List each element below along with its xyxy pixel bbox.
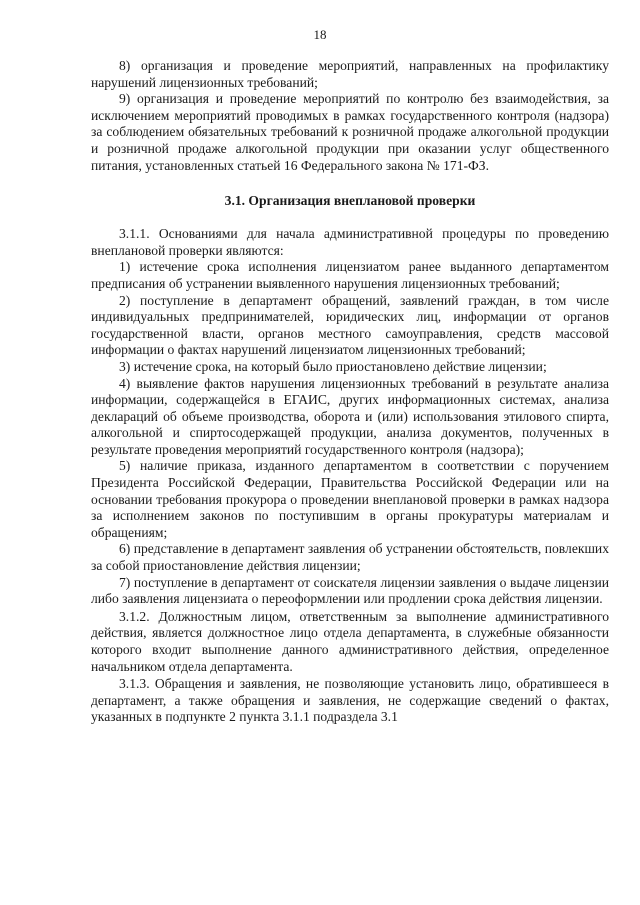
page-number: 18: [313, 27, 327, 42]
paragraph-ground-5: 5) наличие приказа, изданного департаментом в соответствии с поручением Президента Российской Федерации, Правительства Российской Федерации или на основании требования прокурора о проведении внеплановой проверки в рамках надзора за исполнением законов по поступившим в органы прокуратуры материалам и обращениям;: [91, 458, 609, 540]
paragraph-3-1-3: 3.1.3. Обращения и заявления, не позволяющие установить лицо, обратившееся в департамент, а также обращения и заявления, не содержащие сведений о фактах, указанных в подпункте 2 пункта 3.1.1 подраздела 3.1: [91, 676, 609, 725]
paragraph-item-8: 8) организация и проведение мероприятий, направленных на профилактику нарушений лицензионных требований;: [91, 58, 609, 90]
paragraph-3-1-2: 3.1.2. Должностным лицом, ответственным за выполнение административного действия, является должностное лицо отдела департамента, в служебные обязанности которого входит выполнение данного административного действия, определенное начальником отдела департамента.: [91, 608, 609, 674]
paragraph-ground-6: 6) представление в департамент заявления об устранении обстоятельств, повлекших за собой приостановление действия лицензии;: [91, 541, 609, 574]
paragraph-ground-1: 1) истечение срока исполнения лицензиатом ранее выданного департаментом предписания об устранении выявленного нарушения лицензионных требований;: [91, 259, 609, 291]
section-heading: 3.1. Организация внеплановой проверки: [224, 193, 476, 209]
paragraph-ground-3: 3) истечение срока, на который было приостановлено действие лицензии;: [119, 358, 547, 374]
paragraph-item-9: 9) организация и проведение мероприятий по контролю без взаимодействия, за исключением мероприятий проводимых в рамках государственного контроля (надзора) за соблюдением обязательных требований к розничной продаже алкогольной продукции и розничной продаже алкогольной продукции при оказании услуг общественного питания, установленных статьей 16 Федерального закона № 171-ФЗ.: [91, 91, 609, 173]
paragraph-3-1-1: 3.1.1. Основаниями для начала административной процедуры по проведению внеплановой проверки являются:: [91, 226, 609, 258]
document-body: [91, 58, 609, 726]
paragraph-ground-7: 7) поступление в департамент от соискателя лицензии заявления о выдаче лицензии либо заявления лицензиата о переоформлении или продлении срока действия лицензии.: [91, 574, 609, 607]
paragraph-ground-2: 2) поступление в департамент обращений, заявлений граждан, в том числе индивидуальных предпринимателей, юридических лиц, информации от органов государственной власти, органов местного самоуправления, средств массовой информации о фактах нарушений лицензиатом лицензионных требований;: [91, 292, 609, 358]
paragraph-ground-4: 4) выявление фактов нарушения лицензионных требований в результате анализа информации, содержащейся в ЕГАИС, других информационных системах, анализа деклараций об объеме производства, оборота и (или) использования этилового спирта, алкогольной и спиртосодержащей продукции, анализа документов, полученных в результате проведения мероприятий государственного контроля (надзора);: [91, 375, 609, 457]
